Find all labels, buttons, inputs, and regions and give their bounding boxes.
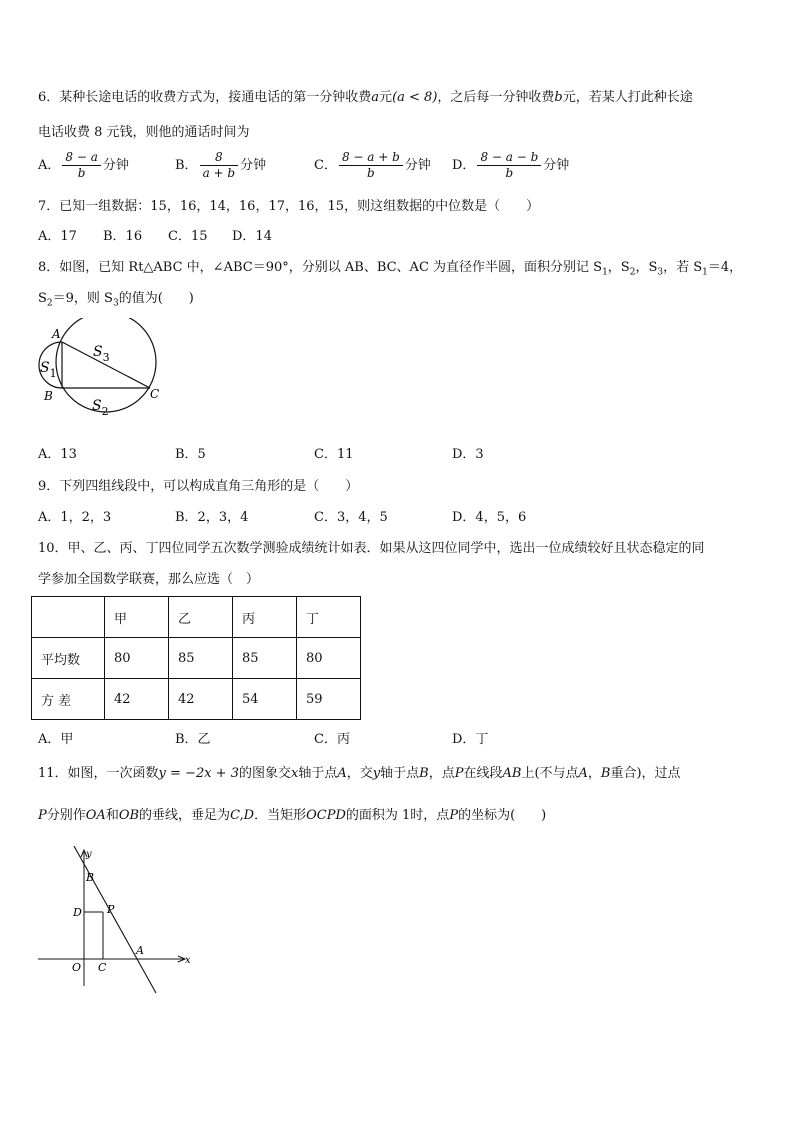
fraction [200,150,239,181]
table-header-row [32,597,361,638]
table-cell: 丙 [233,597,297,638]
equation: y = −2x + 3 [158,766,239,781]
denominator: a + b [202,166,236,180]
point-b-label: B [86,871,95,884]
q11-text: ．当矩形 [254,808,307,823]
var-x: x [291,766,299,781]
q6-condition: (a < 8) [392,90,438,105]
numerator: 8 − a + b [339,150,403,166]
s1-label: $S_1$ [40,360,57,380]
table-cell: 平均数 [32,638,105,679]
segment-oa: OA [85,808,106,823]
option-unit: 分钟 [404,158,431,173]
point-c-label: C [150,387,160,401]
q11-text: 的面积为 1时，点 [345,808,450,823]
point-p: P [454,766,464,781]
function-line [74,846,156,993]
q8-text: ，若 S [663,260,703,275]
q6-option-b[interactable] [175,150,266,181]
q11-text: 在线段 [463,766,503,781]
point-p-label: P [107,903,115,916]
q11-text: 的坐标为( ) [458,808,547,823]
q11-text: ， [587,766,601,781]
subscript: 1 [602,267,608,278]
q9-text: 9．下列四组线段中，可以构成直角三角形的是（ ） [38,479,359,494]
points-cd: C,D [230,808,255,823]
point-c-label: C [98,961,107,974]
q8-text: 8．如图，已知 Rt△ABC 中，∠ABC＝90°，分别以 AB、BC、AC 为直径作半圆，面积分别记 S [38,260,603,275]
var-y: y [372,766,381,781]
q10-option-a[interactable]: A．甲 [38,732,74,747]
option-unit: 分钟 [543,158,570,173]
q7-text: 7．已知一组数据：15，16，14，16，17，16，15，则这组数据的中位数是（ ） [38,199,540,214]
q10-option-d[interactable]: D．丁 [452,732,489,747]
table-cell: 丁 [297,597,361,638]
q9-option-a[interactable]: A．1，2，3 [38,510,112,525]
q10-line1: 10．甲、乙、丙、丁四位同学五次数学测验成绩统计如表．如果从这四位同学中，选出一位成绩较好且状态稳定的同 [38,541,705,556]
table-cell: 42 [169,679,233,720]
q9-option-b[interactable]: B．2，3，4 [175,510,249,525]
table-cell: 甲 [105,597,169,638]
q11-line1 [38,765,681,783]
q6-text: 6．某种长途电话的收费方式为，接通电话的第一分钟收费 [38,90,372,105]
var-a: a [371,90,380,105]
q11-text: 和 [105,808,119,823]
score-table [31,596,361,720]
q11-text: 的图象交 [238,766,291,781]
q11-line2 [38,807,546,825]
table-cell: 85 [233,638,297,679]
x-axis-label: x [185,955,191,966]
point-p: P [449,808,459,823]
segment-ab: AB [502,766,522,781]
q7-option-c[interactable]: C．15 [168,229,208,244]
option-unit: 分钟 [240,158,267,173]
option-unit: 分钟 [102,158,129,173]
q8-option-c[interactable]: C．11 [314,447,354,462]
q8-text: 的值为( ) [118,291,194,306]
table-cell: 54 [233,679,297,720]
option-letter: B． [175,158,198,173]
table-cell: 59 [297,679,361,720]
fraction [339,150,403,181]
denominator: b [77,166,86,180]
rectangle-ocpd: OCPD [306,808,346,823]
s2-label: $S_2$ [92,398,109,418]
q6-line2: 电话收费 8 元钱，则他的通话时间为 [38,125,250,140]
q6-option-c[interactable] [314,150,431,181]
segment-ac [62,342,150,388]
table-cell: 80 [105,638,169,679]
subscript: 3 [657,267,664,278]
point-d-label: D [73,906,82,919]
q8-option-b[interactable]: B．5 [175,447,206,462]
table-row [32,638,361,679]
segment-ob: OB [118,808,140,823]
fraction [62,150,100,181]
subscript: 2 [629,267,636,278]
q8-option-d[interactable]: D．3 [452,447,484,462]
table-cell: 乙 [169,597,233,638]
denominator: b [367,166,375,180]
q8-text: S [38,291,47,306]
q10-option-b[interactable]: B．乙 [175,732,211,747]
q6-text-mid: ，之后每一分钟收费 [437,90,555,105]
point-a-label: A [136,944,144,957]
denominator: b [505,166,514,180]
q8-option-a[interactable]: A．13 [38,447,77,462]
y-axis-label: y [86,849,92,860]
point-p: P [38,808,47,823]
q11-text: ，交 [346,766,373,781]
q11-text: 分别作 [46,808,86,823]
q11-figure [34,846,199,998]
point-a: A [578,766,588,781]
table-cell: 方 差 [32,679,105,720]
table-cell [32,597,105,638]
q11-text: 重合)，过点 [610,766,681,781]
point-b-label: B [44,389,53,403]
point-a-label: A [52,327,61,341]
s3-label: $S_3$ [93,344,110,364]
q7-option-b[interactable]: B．16 [103,229,143,244]
numerator: 8 [200,150,239,166]
q8-line2 [38,290,194,313]
q6-unit: 元 [379,90,393,105]
option-letter: A． [38,158,61,173]
q11-text: ，点 [428,766,455,781]
option-letter: D． [452,158,476,173]
var-b: b [554,90,563,105]
numerator: 8 − a [62,150,100,166]
fraction [477,150,541,181]
option-letter: C． [314,158,337,173]
q11-text: 11．如图，一次函数 [38,766,159,781]
q11-text: 的垂线，垂足为 [139,808,231,823]
point-b: B [419,766,429,781]
q9-option-c[interactable]: C．3，4，5 [314,510,388,525]
table-cell: 85 [169,638,233,679]
subscript: 2 [46,298,53,309]
q6-option-d[interactable] [452,150,569,181]
origin-label: O [72,961,82,974]
subscript: 3 [112,298,119,309]
q8-text: ，S [635,260,658,275]
q11-text: 轴于点 [380,766,420,781]
table-cell: 80 [297,638,361,679]
q8-text: ＝9，则 S [52,291,113,306]
q10-line2: 学参加全国数学联赛，那么应选（ ） [38,572,260,587]
q8-line1 [38,259,742,282]
point-b: B [600,766,611,781]
subscript: 1 [702,267,708,278]
q7-option-d[interactable]: D．14 [232,229,272,244]
table-cell: 42 [105,679,169,720]
q6-line1 [38,89,693,107]
numerator: 8 − a − b [477,150,541,166]
q9-option-d[interactable]: D．4，5，6 [452,510,527,525]
point-a: A [337,766,347,781]
q6-option-a[interactable] [38,150,129,181]
q8-text: ，S [607,260,630,275]
q8-text: ＝4， [707,260,743,275]
table-row [32,679,361,720]
q8-figure [30,318,170,438]
q10-option-c[interactable]: C．丙 [314,732,350,747]
q6-text-post: 元，若某人打此种长途 [562,90,693,105]
q7-option-a[interactable]: A．17 [38,229,77,244]
q11-text: 轴于点 [298,766,338,781]
q11-text: 上(不与点 [521,766,579,781]
